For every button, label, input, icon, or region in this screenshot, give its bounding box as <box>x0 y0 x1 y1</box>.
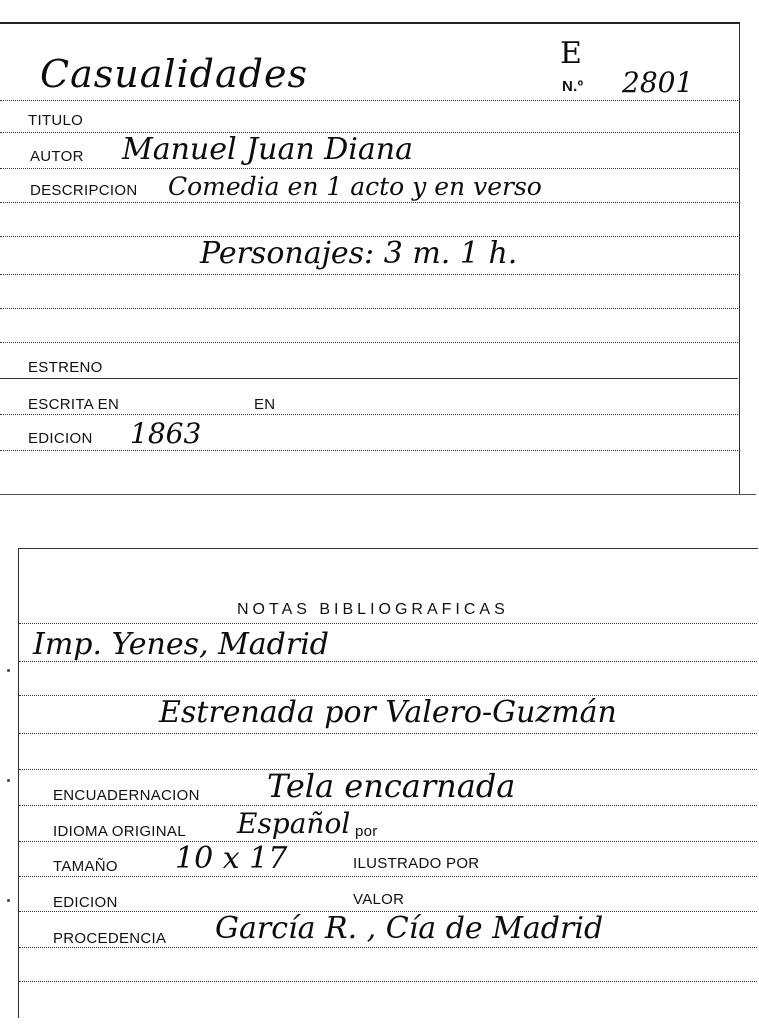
procedencia-value: García R. , Cía de Madrid <box>215 911 604 946</box>
edicion-value: 1863 <box>130 417 202 450</box>
titulo-label: TITULO <box>28 112 84 129</box>
note-imprenta: Imp. Yenes, Madrid <box>33 627 330 662</box>
idioma-value: Español <box>237 807 351 840</box>
autor-value: Manuel Juan Diana <box>122 132 413 167</box>
number-value: 2801 <box>622 66 694 99</box>
edicion-back-label: EDICION <box>53 894 118 911</box>
escrita-en-label: ESCRITA EN <box>28 396 120 413</box>
personajes-value: Personajes: 3 m. 1 h. <box>200 236 518 271</box>
encuadernacion-label: ENCUADERNACION <box>53 787 200 804</box>
title-value: Casualidades <box>40 52 308 96</box>
por-label: por <box>355 823 378 840</box>
estreno-label: ESTRENO <box>28 359 103 376</box>
descripcion-value: Comedia en 1 acto y en verso <box>168 172 542 201</box>
tamano-value: 10 x 17 <box>175 841 288 876</box>
edicion-label: EDICION <box>28 430 93 447</box>
procedencia-label: PROCEDENCIA <box>53 930 167 947</box>
catalog-card-back <box>18 548 758 1018</box>
idioma-label: IDIOMA ORIGINAL <box>53 823 186 840</box>
en-label: EN <box>254 396 276 413</box>
ilustrado-label: ILUSTRADO POR <box>353 855 480 872</box>
number-letter: E <box>560 36 582 71</box>
descripcion-label: DESCRIPCION <box>30 182 138 199</box>
valor-label: VALOR <box>353 891 405 908</box>
note-estreno: Estrenada por Valero-Guzmán <box>159 695 617 730</box>
number-label: N.º <box>562 78 584 95</box>
encuadernacion-value: Tela encarnada <box>267 767 516 805</box>
notas-heading: NOTAS BIBLIOGRAFICAS <box>237 601 509 618</box>
catalog-card-front <box>0 22 740 494</box>
tamano-label: TAMAÑO <box>53 858 118 875</box>
autor-label: AUTOR <box>30 148 84 165</box>
